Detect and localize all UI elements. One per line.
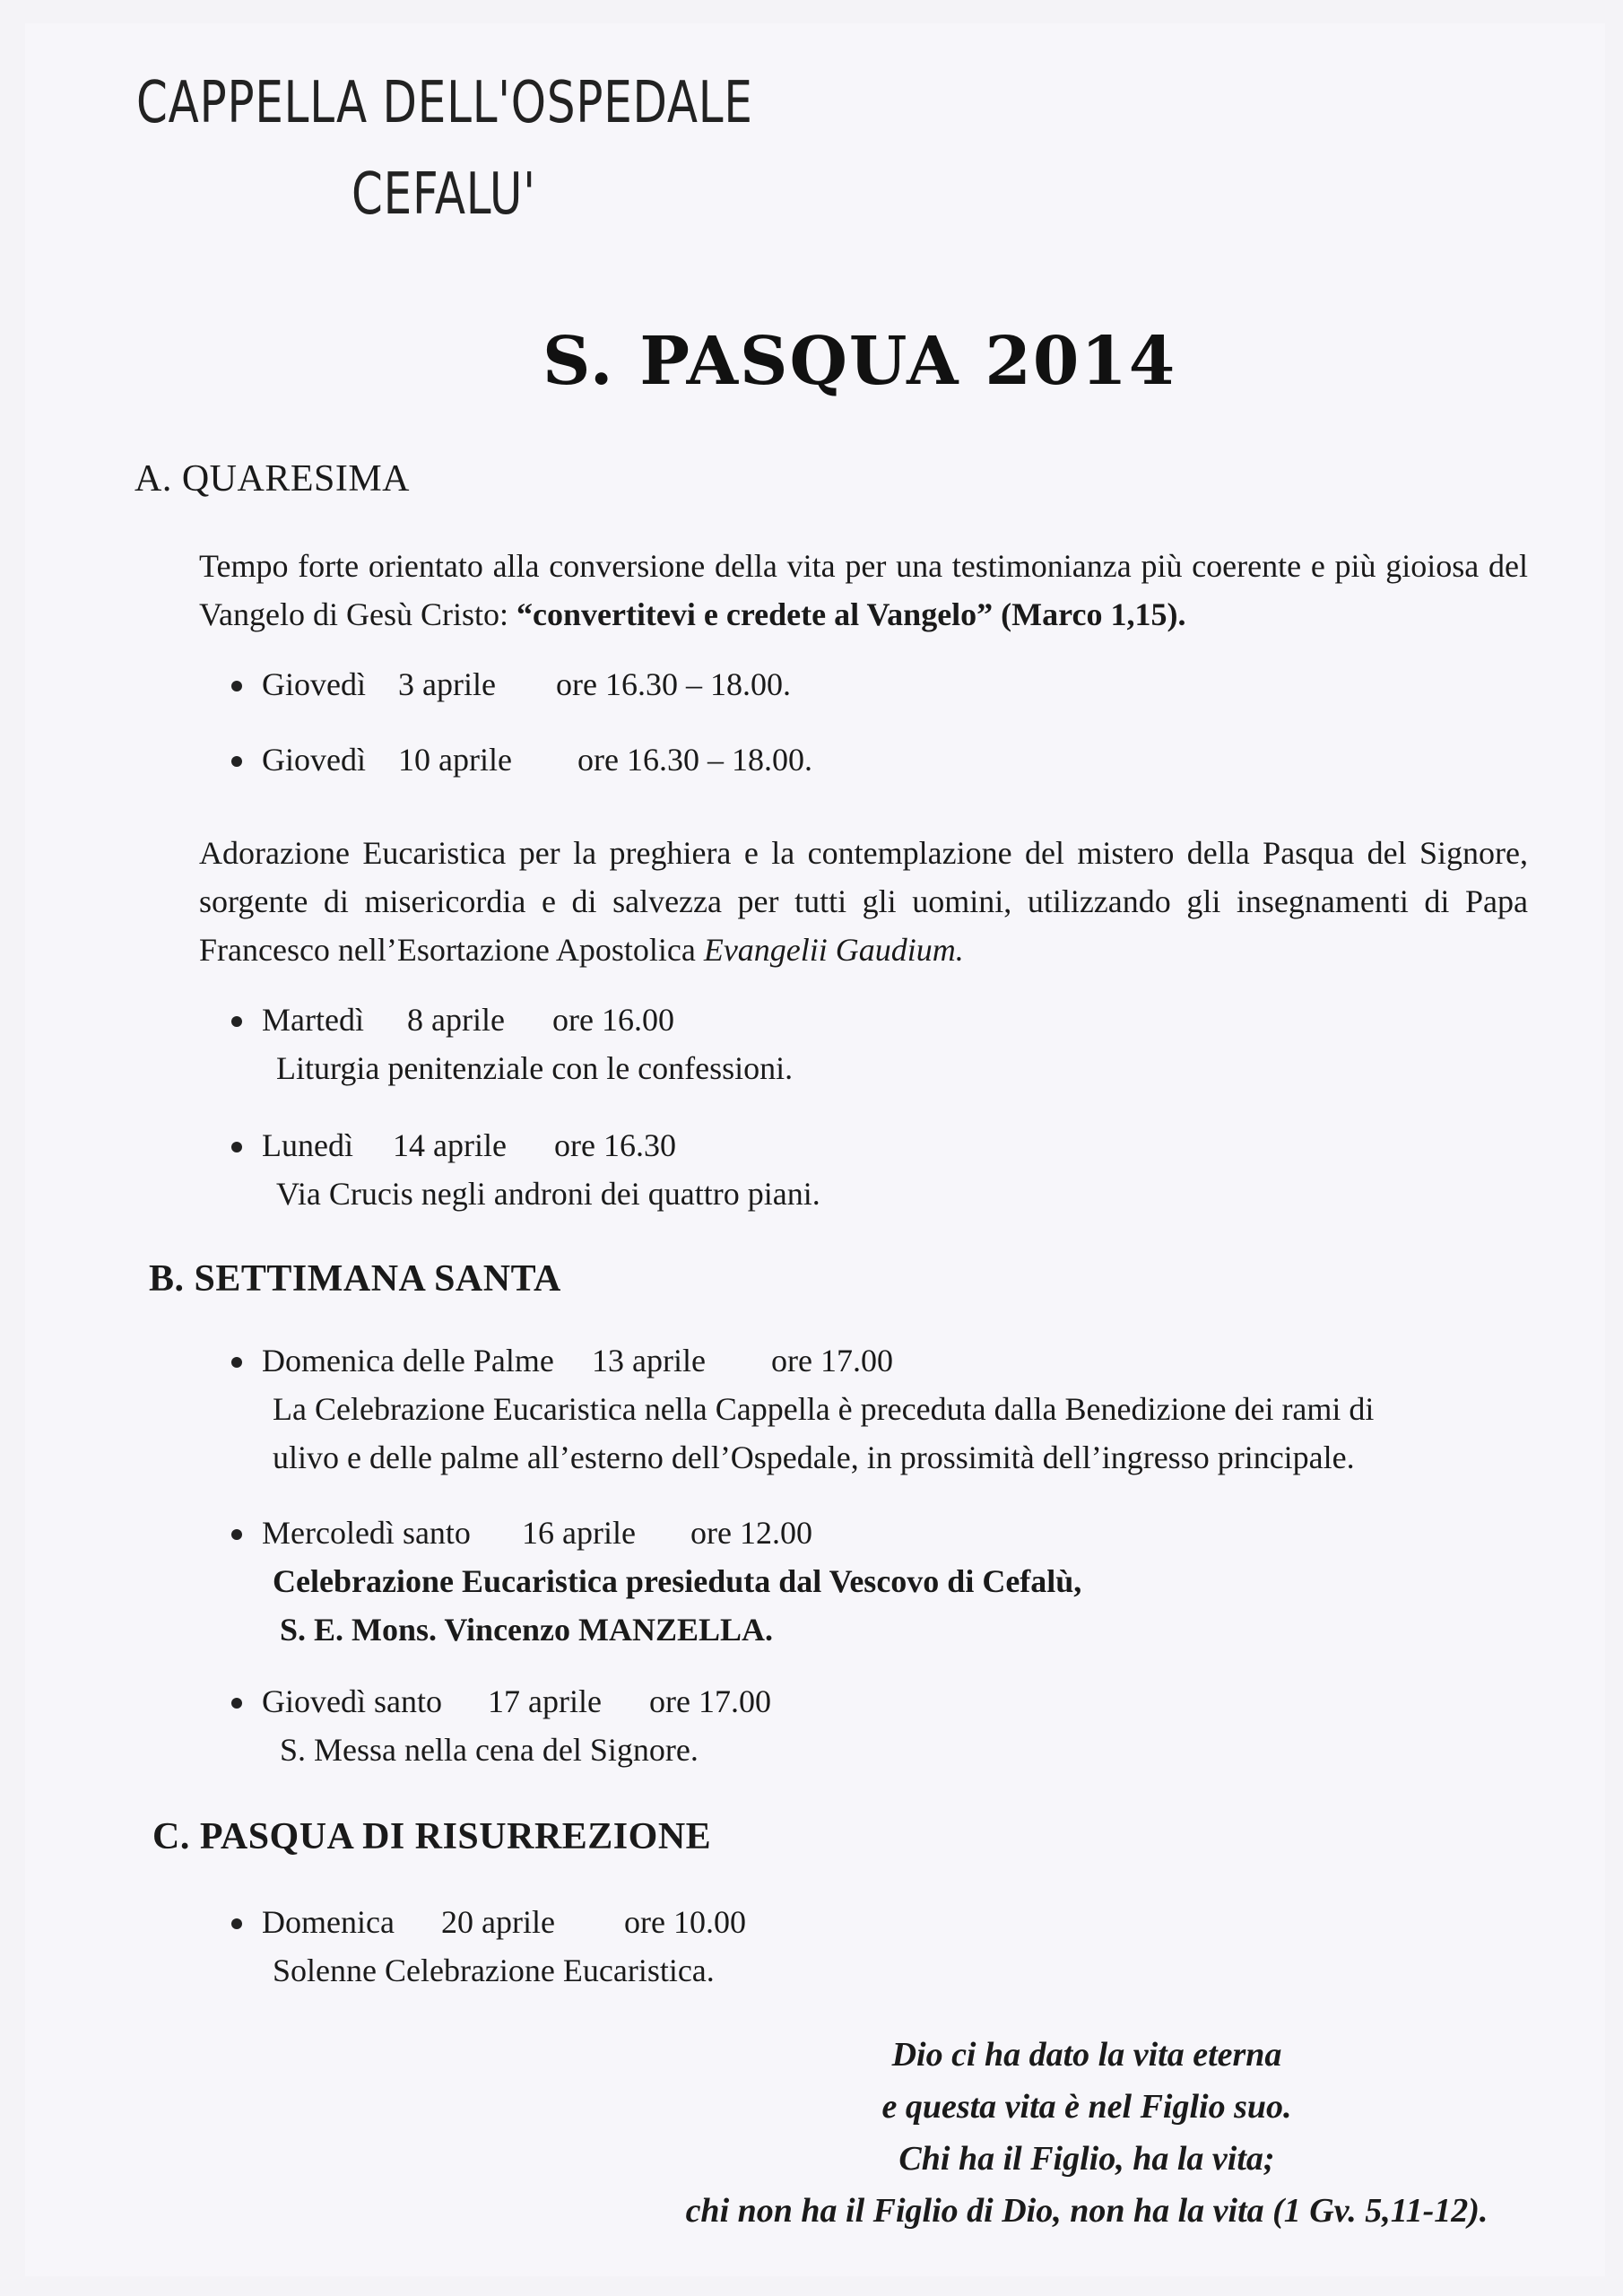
section-a-adoration: [199, 829, 1528, 974]
quote-line: Dio ci ha dato la vita eterna: [891, 2036, 1282, 2074]
item-day: Giovedì: [262, 742, 366, 778]
section-b-heading: B. SETTIMANA SANTA: [149, 1258, 561, 1300]
list-item: [231, 1336, 1374, 1482]
adoration-title: Evangelii Gaudium.: [703, 932, 964, 968]
item-date: 17 aprile: [488, 1683, 602, 1719]
item-day: Martedì: [262, 1002, 364, 1038]
bullet-icon: [231, 681, 242, 691]
item-detail-line: S. E. Mons. Vincenzo MANZELLA.: [280, 1612, 774, 1648]
section-c-heading: C. PASQUA DI RISURREZIONE: [152, 1816, 712, 1857]
item-time: ore 16.00: [552, 1002, 674, 1038]
item-date: 14 aprile: [393, 1127, 507, 1163]
bullet-icon: [231, 756, 242, 767]
item-time: ore 16.30 – 18.00.: [556, 666, 791, 702]
item-detail-line: ulivo e delle palme all’esterno dell’Ospedale, in prossimità dell’ingresso principale.: [273, 1439, 1355, 1475]
item-detail-line: S. Messa nella cena del Signore.: [280, 1732, 699, 1768]
list-item: [231, 1677, 771, 1774]
item-detail: Liturgia penitenziale con le confessioni.: [276, 1050, 794, 1086]
header-line-1: CAPPELLA DELL'OSPEDALE: [136, 70, 753, 136]
item-detail-line: Solenne Celebrazione Eucaristica.: [273, 1952, 715, 1988]
item-day: Domenica: [262, 1904, 395, 1940]
item-date: 8 aprile: [407, 1002, 505, 1038]
item-time: ore 10.00: [624, 1904, 746, 1940]
adoration-text: Adorazione Eucaristica per la preghiera e la contemplazione del mistero della Pasqua del Signore, sorgente di misericordia e di salvezza per tutti gli uomini, utilizzando gli insegnamenti di Papa Francesco nell’Esortazione Apostolica: [199, 835, 1528, 968]
quote-line: chi non ha il Figlio di Dio, non ha la vita (1 Gv. 5,11-12).: [685, 2192, 1488, 2230]
bullet-icon: [231, 1142, 242, 1152]
item-detail: Via Crucis negli androni dei quattro piani.: [276, 1176, 820, 1212]
bullet-icon: [231, 1698, 242, 1709]
item-time: ore 16.30 – 18.00.: [577, 742, 812, 778]
item-time: ore 17.00: [771, 1343, 893, 1378]
item-date: 10 aprile: [398, 742, 512, 778]
quote-line: Chi ha il Figlio, ha la vita;: [898, 2140, 1275, 2178]
intro-text: Tempo forte orientato alla conversione della vita per una testimonianza più coerente e più gioiosa del Vangelo di Gesù Cristo:: [199, 548, 1528, 632]
item-day: Mercoledì santo: [262, 1515, 471, 1551]
item-date: 16 aprile: [522, 1515, 636, 1551]
list-item: [231, 1898, 746, 1995]
list-item: [231, 660, 791, 709]
item-time: ore 17.00: [649, 1683, 771, 1719]
item-day: Domenica delle Palme: [262, 1343, 554, 1378]
intro-quote: “convertitevi e credete al Vangelo” (Marco 1,15).: [516, 596, 1186, 632]
quote-line: e questa vita è nel Figlio suo.: [881, 2088, 1292, 2126]
bullet-icon: [231, 1016, 242, 1027]
item-date: 3 aprile: [398, 666, 496, 702]
list-item: [231, 1121, 820, 1218]
item-detail-line: Celebrazione Eucaristica presieduta dal Vescovo di Cefalù,: [273, 1563, 1082, 1599]
item-detail-line: La Celebrazione Eucaristica nella Cappella è preceduta dalla Benedizione dei rami di: [273, 1391, 1375, 1427]
item-date: 13 aprile: [592, 1343, 706, 1378]
item-day: Lunedì: [262, 1127, 353, 1163]
item-day: Giovedì santo: [262, 1683, 442, 1719]
section-a-intro: [199, 542, 1528, 639]
item-date: 20 aprile: [441, 1904, 555, 1940]
item-time: ore 12.00: [690, 1515, 812, 1551]
bullet-icon: [231, 1918, 242, 1929]
list-item: [231, 996, 793, 1092]
item-day: Giovedì: [262, 666, 366, 702]
header-line-2: CEFALU': [352, 161, 536, 228]
bullet-icon: [231, 1357, 242, 1368]
list-item: [231, 1509, 1081, 1654]
document-title: S. PASQUA 2014: [542, 323, 1177, 400]
scripture-quote: [647, 2029, 1526, 2237]
list-item: [231, 735, 812, 784]
item-time: ore 16.30: [554, 1127, 676, 1163]
bullet-icon: [231, 1529, 242, 1540]
section-a-heading: A. QUARESIMA: [135, 458, 411, 500]
